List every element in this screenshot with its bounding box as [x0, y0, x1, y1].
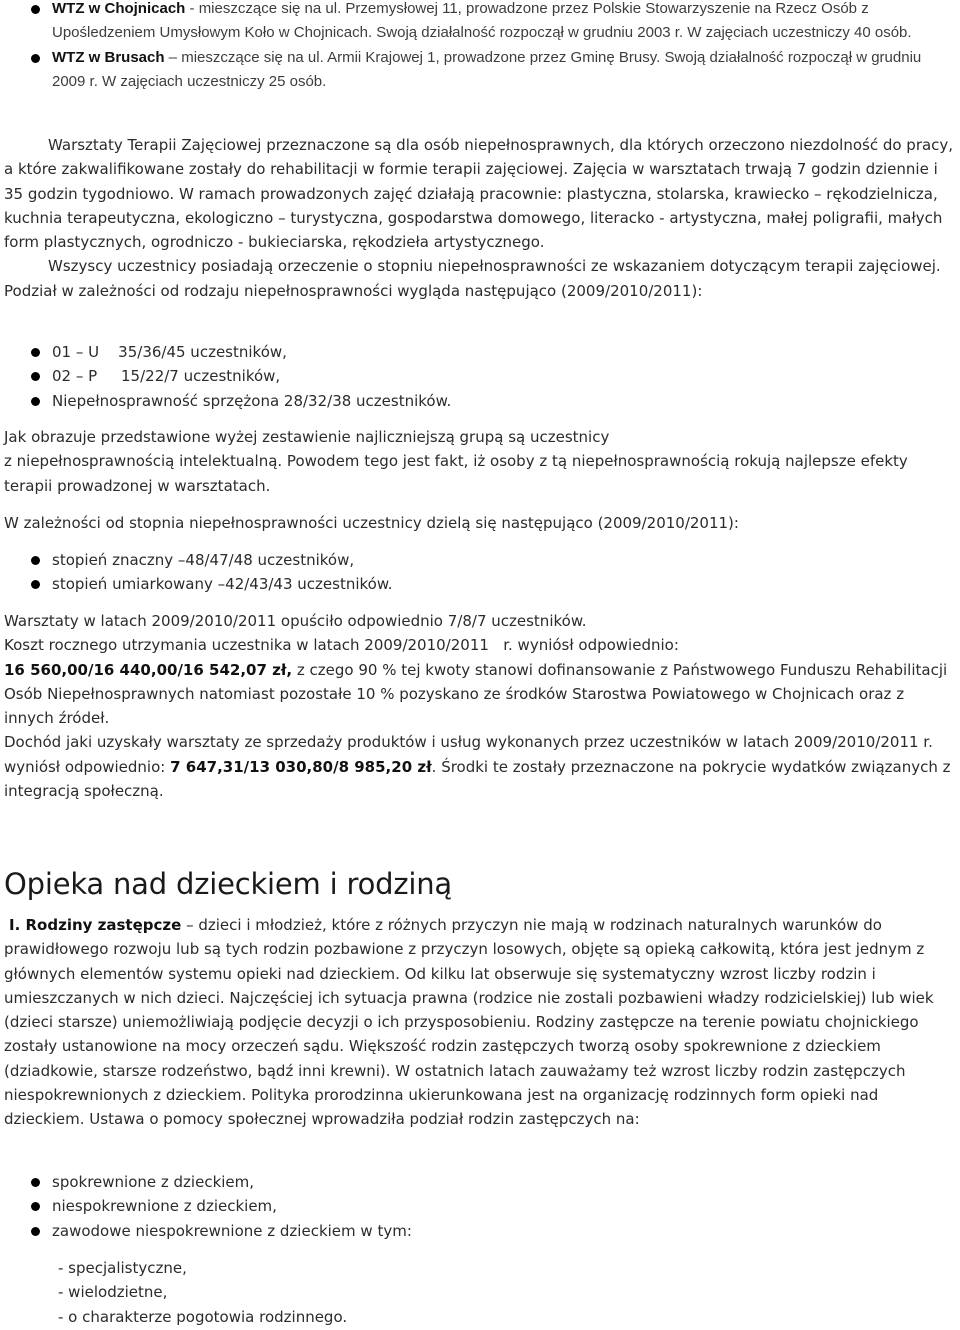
- wtz-description: mieszczące się na ul. Przemysłowej 11, prowadzone przez Polskie Stowarzyszenie na Rzecz Osób z Upośledzeniem Umysłowym Koło w Chojnicach. Swoją działalność rozpoczął w grudniu 2003 r. W zajęciach uczestniczy 40 osób.: [52, 0, 912, 42]
- list-item: niespokrewnione z dzieckiem,: [4, 1194, 954, 1218]
- wtz-description: mieszczące się na ul. Armii Krajowej 1, prowadzone przez Gminę Brusy. Swoją działalność rozpoczął w grudniu 2009 r. W zajęciach uczestniczy 25 osób.: [52, 48, 922, 90]
- stopien-list: [4, 548, 954, 597]
- rodziny-text: – dzieci i młodzież, które z różnych przyczyn nie mają w rodzinach naturalnych warunków do prawidłowego rozwoju lub są tych rodzin pozbawione z przyczyn losowych, objęte są opieką całkowitą, która jest jednym z głównych elementów systemu opieki nad dzieckiem. Od kilku lat obserwuje się systematyczny wzrost liczby rodzin i umieszczanych w nich dzieci. Najczęściej ich sytuacja prawna (rodzice nie zostali pozbawieni władzy rodzicielskiej) lub wiek (dzieci starsze) uniemożliwiają podjęcie decyzji o ich przysposobieniu. Rodziny zastępcze na terenie powiatu chojnickiego zostały ustanowione na mocy orzeczeń sądu. Większość rodzin zastępczych tworzą osoby spokrewnione z dzieckiem (dziadkowie, starsze rodzeństwo, bądź inni krewni). W ostatnich latach zauważamy też wzrost liczby rodzin zastępczych niespokrewnionych z dzieckiem. Polityka prorodzinna ukierunkowana jest na organizację rodzinnych form opieki nad dzieckiem. Ustawa o pomocy społecznej wprowadziła podział rodzin zastępczych na:: [4, 916, 934, 1129]
- dochod-amount: 7 647,31/13 030,80/8 985,20 zł: [170, 757, 432, 776]
- wtz-item-brusy: [4, 46, 954, 95]
- obrazuje-section: [4, 425, 954, 498]
- rodziny-label: I. Rodziny zastępcze: [9, 916, 182, 934]
- list-item: 01 – U 35/36/45 uczestników,: [4, 340, 954, 364]
- dochod-post: . Środki te zostały przeznaczone na pokrycie wydatków związanych z integracją społeczną.: [4, 757, 951, 801]
- uczestnicy-paragraph: Wszyscy uczestnicy posiadają orzeczenie o stopniu niepełnosprawności ze wskazaniem dotyczącym terapii zajęciowej.: [48, 257, 941, 276]
- list-item: - specjalistyczne,: [58, 1259, 187, 1277]
- section-heading: Opieka nad dzieckiem i rodziną: [4, 867, 452, 901]
- list-item: Niepełnosprawność sprzężona 28/32/38 uczestników.: [4, 389, 954, 413]
- wtz-name: WTZ w Brusach: [52, 48, 165, 66]
- rodziny-paragraph: [4, 913, 954, 1132]
- list-item: - o charakterze pogotowia rodzinnego.: [58, 1307, 348, 1326]
- dochod-paragraph: [4, 730, 954, 803]
- warsztaty-section: [4, 133, 954, 303]
- rodziny-section: [4, 913, 954, 1132]
- zawodowe-sublist: [4, 1256, 954, 1329]
- koszt-line: Koszt rocznego utrzymania uczestnika w latach 2009/2010/2011 r. wyniósł odpowiednio:: [4, 636, 679, 655]
- koszt-paragraph: [4, 658, 954, 731]
- opuscilo-line: Warsztaty w latach 2009/2010/2011 opuściło odpowiednio 7/8/7 uczestników.: [4, 612, 587, 630]
- stopien-intro: W zależności od stopnia niepełnosprawności uczestnicy dzielą się następująco (2009/2010/2011):: [4, 514, 739, 532]
- wtz-name: WTZ w Chojnicach: [52, 0, 186, 17]
- stopien-intro-block: [4, 511, 954, 535]
- koszt-rest: z czego 90 % tej kwoty stanowi dofinansowanie z Państwowego Funduszu Rehabilitacji Osób Niepełnosprawnych natomiast pozostałe 10 % pozyskano ze środków Starostwa Powiatowego w Chojnicach oraz z innych źródeł.: [4, 660, 948, 728]
- wtz-list: [4, 0, 954, 94]
- obrazuje-line: Jak obrazuje przedstawione wyżej zestawienie najliczniejszą grupą są uczestnicy: [4, 428, 610, 446]
- rodziny-types-list: [4, 1170, 954, 1243]
- wtz-sep: –: [164, 48, 182, 66]
- list-item: 02 – P 15/22/7 uczestników,: [4, 364, 954, 388]
- wtz-item-chojnice: [4, 0, 954, 46]
- obrazuje-line: z niepełnosprawnością intelektualną. Powodem tego jest fakt, iż osoby z tą niepełnosprawnością rokują najlepsze efekty terapii prowadzonej w warsztatach.: [4, 452, 908, 495]
- warsztaty-paragraph: Warsztaty Terapii Zajęciowej przeznaczone są dla osób niepełnosprawnych, dla których orzeczono niezdolność do pracy, a które zakwalifikowane zostały do rehabilitacji w formie terapii zajęciowej. Zajęcia w warsztatach trwają 7 godzin dziennie i 35 godzin tygodniowo. W ramach prowadzonych zajęć działają pracownie: plastyczna, stolarska, krawiecko – rękodzielnicza, kuchnia terapeutyczna, ekologiczno – turystyczna, gospodarstwa domowego, literacko - artystyczna, małej poligrafii, małych form plastycznych, ogrodniczo - bukieciarska, rękodzieła artystycznego.: [4, 136, 954, 252]
- podzial-list: [4, 340, 954, 413]
- list-item: stopień umiarkowany –42/43/43 uczestników.: [4, 572, 954, 596]
- wtz-sep: -: [185, 0, 199, 17]
- podzial-intro: Podział w zależności od rodzaju niepełnosprawności wygląda następująco (2009/2010/2011):: [4, 281, 703, 300]
- list-item: spokrewnione z dzieckiem,: [4, 1170, 954, 1194]
- list-item: - wielodzietne,: [58, 1283, 168, 1302]
- list-item: zawodowe niespokrewnione z dzieckiem w tym:: [4, 1219, 954, 1243]
- dochod-pre: Dochód jaki uzyskały warsztaty ze sprzedaży produktów i usług wykonanych przez uczestników w latach 2009/2010/2011 r. wyniósł odpowiednio:: [4, 733, 933, 776]
- finanse-section: [4, 609, 954, 803]
- list-item: stopień znaczny –48/47/48 uczestników,: [4, 548, 954, 572]
- koszt-amount: 16 560,00/16 440,00/16 542,07 zł,: [4, 660, 293, 679]
